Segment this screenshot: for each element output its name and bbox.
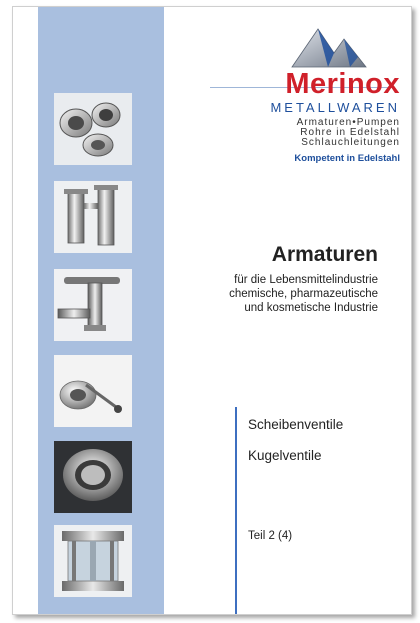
- description-line: für die Lebensmittelindustrie: [234, 274, 378, 286]
- brand-line-products: Armaturen•Pumpen: [296, 117, 400, 128]
- sight-glass-photo: [54, 525, 132, 597]
- section-divider: [235, 407, 237, 614]
- brand-tagline: Kompetent in Edelstahl: [294, 153, 400, 164]
- brand-name: Merinox: [285, 68, 400, 100]
- brand-logo: [228, 25, 400, 164]
- part-number: Teil 2 (4): [248, 530, 293, 542]
- description-line: und kosmetische Industrie: [244, 302, 378, 314]
- cover-title: Armaturen: [271, 243, 378, 266]
- ball-valve-photo: [54, 355, 132, 427]
- pipe-fittings-photo: [54, 93, 132, 165]
- mountain-logo-icon: [288, 25, 368, 69]
- brand-line-pipes: Rohre in Edelstahl: [300, 127, 400, 138]
- union-ring-photo: [54, 441, 132, 513]
- brand-line-hoses: Schlauchleitungen: [301, 137, 400, 148]
- brand-subtitle: METALLWAREN: [270, 100, 400, 115]
- description-line: chemische, pharmazeutische: [229, 288, 378, 300]
- product-kugelventile: Kugelventile: [248, 448, 322, 463]
- product-scheibenventile: Scheibenventile: [248, 417, 344, 432]
- lever-valve-photo: [54, 269, 132, 341]
- cover-description: [173, 273, 378, 315]
- filter-housing-photo: [54, 181, 132, 253]
- catalog-cover: [12, 6, 412, 615]
